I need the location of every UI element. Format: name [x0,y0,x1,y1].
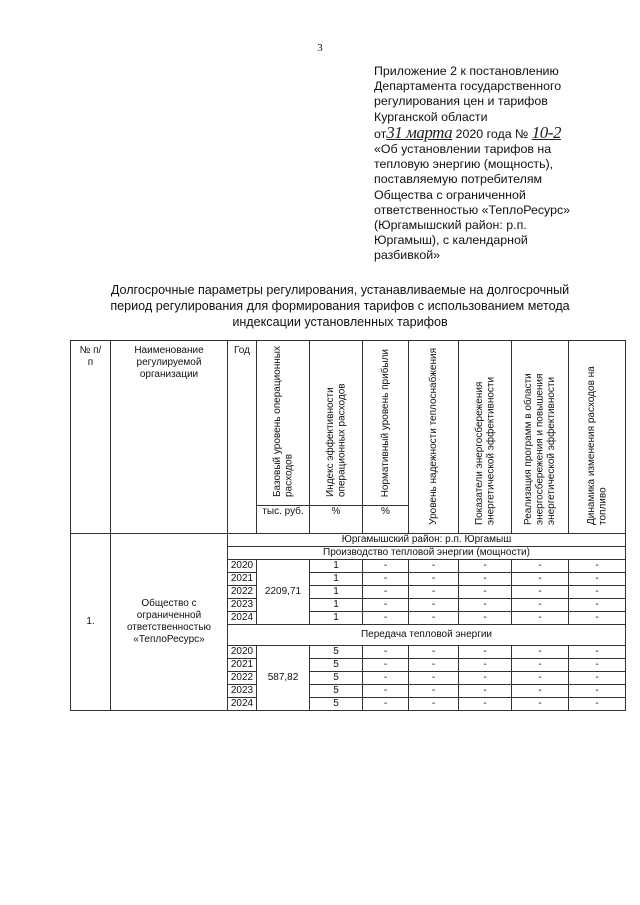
year-cell: 2022 [228,586,257,599]
energy-eff-cell: - [459,685,512,698]
header-reliability [409,341,459,534]
energy-eff-cell: - [459,646,512,659]
heading-line: Долгосрочные параметры регулирования, устанавливаемые на долгосрочный [110,283,570,297]
row-number: 1. [71,534,111,711]
header-energy-eff-text: Показатели энергосбережения энергетической эффективности [473,376,496,525]
header-energy-eff [459,341,512,534]
profit-cell: - [363,685,409,698]
energy-eff-cell: - [459,672,512,685]
index-cell: 1 [310,599,363,612]
energy-eff-cell: - [459,599,512,612]
annex-subject-line: ответственностью «ТеплоРесурс» [374,202,571,217]
annex-subject-line: поставляемую потребителям [374,172,543,187]
fuel-cell: - [569,685,626,698]
index-cell: 1 [310,573,363,586]
handwritten-date: 31 марта [386,122,453,142]
programs-cell: - [512,573,569,586]
energy-eff-cell: - [459,560,512,573]
reliability-cell: - [409,685,459,698]
programs-cell: - [512,646,569,659]
table-header-row [71,341,626,506]
header-profit [363,341,409,506]
year-cell: 2024 [228,698,257,711]
page-number: 3 [317,42,323,54]
base-value: 2209,71 [257,560,310,625]
profit-cell: - [363,560,409,573]
programs-cell: - [512,685,569,698]
fuel-cell: - [569,698,626,711]
header-fuel [569,341,626,534]
programs-cell: - [512,586,569,599]
reliability-cell: - [409,612,459,625]
profit-cell: - [363,672,409,685]
year-cell: 2023 [228,599,257,612]
document-heading [80,282,600,330]
profit-cell: - [363,612,409,625]
fuel-cell: - [569,586,626,599]
index-cell: 5 [310,672,363,685]
annex-line: Департамента государственного [374,79,562,94]
annex-subject-line: разбивкой» [374,248,441,263]
district-label: Юргамышский район: р.п. Юргамыш [228,534,626,547]
profit-cell: - [363,698,409,711]
date-suffix: 2020 года № [452,126,529,141]
section-title: Передача тепловой энергии [228,625,626,646]
annex-subject-line: тепловую энергию (мощность), [374,157,554,172]
reliability-cell: - [409,599,459,612]
fuel-cell: - [569,612,626,625]
programs-cell: - [512,698,569,711]
annex-subject-line: Юргамыш), с календарной [374,233,528,248]
header-year: Год [228,341,257,534]
energy-eff-cell: - [459,698,512,711]
heading-line: индексации установленных тарифов [232,315,448,329]
annex-subject-line: Общества с ограниченной [374,187,526,202]
reliability-cell: - [409,698,459,711]
header-base [257,341,310,506]
annex-line: регулирования цен и тарифов [374,94,548,109]
reliability-cell: - [409,560,459,573]
unit-profit: % [363,506,409,534]
energy-eff-cell: - [459,659,512,672]
energy-eff-cell: - [459,612,512,625]
programs-cell: - [512,560,569,573]
profit-cell: - [363,599,409,612]
programs-cell: - [512,599,569,612]
index-cell: 1 [310,560,363,573]
index-cell: 5 [310,646,363,659]
header-num: № п/п [71,341,111,534]
programs-cell: - [512,659,569,672]
reliability-cell: - [409,672,459,685]
header-index-text: Индекс эффективности операционных расходов [324,383,347,497]
fuel-cell: - [569,560,626,573]
annex-subject-line: (Юргамышский район: р.п. [374,218,527,233]
year-cell: 2020 [228,646,257,659]
reliability-cell: - [409,586,459,599]
organization-name: Общество с ограниченной ответственностью «ТеплоРесурс» [111,534,228,711]
profit-cell: - [363,586,409,599]
index-cell: 5 [310,685,363,698]
fuel-cell: - [569,672,626,685]
header-base-text: Базовый уровень операционных расходов [271,346,294,497]
parameters-table [70,340,626,711]
base-value: 587,82 [257,646,310,711]
header-programs [512,341,569,534]
annex-date-line [374,122,614,142]
year-cell: 2020 [228,560,257,573]
index-cell: 1 [310,612,363,625]
year-cell: 2023 [228,685,257,698]
annex-line: Курганской области [374,109,488,124]
programs-cell: - [512,612,569,625]
index-cell: 5 [310,698,363,711]
header-reliability-text: Уровень надежности теплоснабжения [427,348,439,525]
handwritten-number: 10-2 [531,122,561,142]
profit-cell: - [363,659,409,672]
fuel-cell: - [569,659,626,672]
header-fuel-text: Динамика изменения расходов на топливо [585,366,608,525]
programs-cell: - [512,672,569,685]
energy-eff-cell: - [459,586,512,599]
annex-block [374,64,614,264]
reliability-cell: - [409,573,459,586]
fuel-cell: - [569,573,626,586]
energy-eff-cell: - [459,573,512,586]
unit-base: тыс. руб. [257,506,310,534]
header-org: Наименование регулируемой организации [111,341,228,534]
header-profit-text: Нормативный уровень прибыли [379,348,391,497]
annex-line: Приложение 2 к постановлению [374,64,559,78]
annex-subject-line: «Об установлении тарифов на [374,142,552,157]
year-cell: 2021 [228,659,257,672]
year-cell: 2024 [228,612,257,625]
year-cell: 2022 [228,672,257,685]
index-cell: 1 [310,586,363,599]
profit-cell: - [363,646,409,659]
heading-line: период регулирования для формирования тарифов с использованием метода [110,299,570,313]
date-prefix: от [374,126,387,141]
district-row [71,534,626,547]
fuel-cell: - [569,646,626,659]
unit-index: % [310,506,363,534]
header-index [310,341,363,506]
header-programs-text: Реализация программ в области энергосбережения и повышения энергетической эффективности [522,373,557,525]
index-cell: 5 [310,659,363,672]
profit-cell: - [363,573,409,586]
reliability-cell: - [409,659,459,672]
section-title: Производство тепловой энергии (мощности) [228,547,626,560]
reliability-cell: - [409,646,459,659]
fuel-cell: - [569,599,626,612]
year-cell: 2021 [228,573,257,586]
